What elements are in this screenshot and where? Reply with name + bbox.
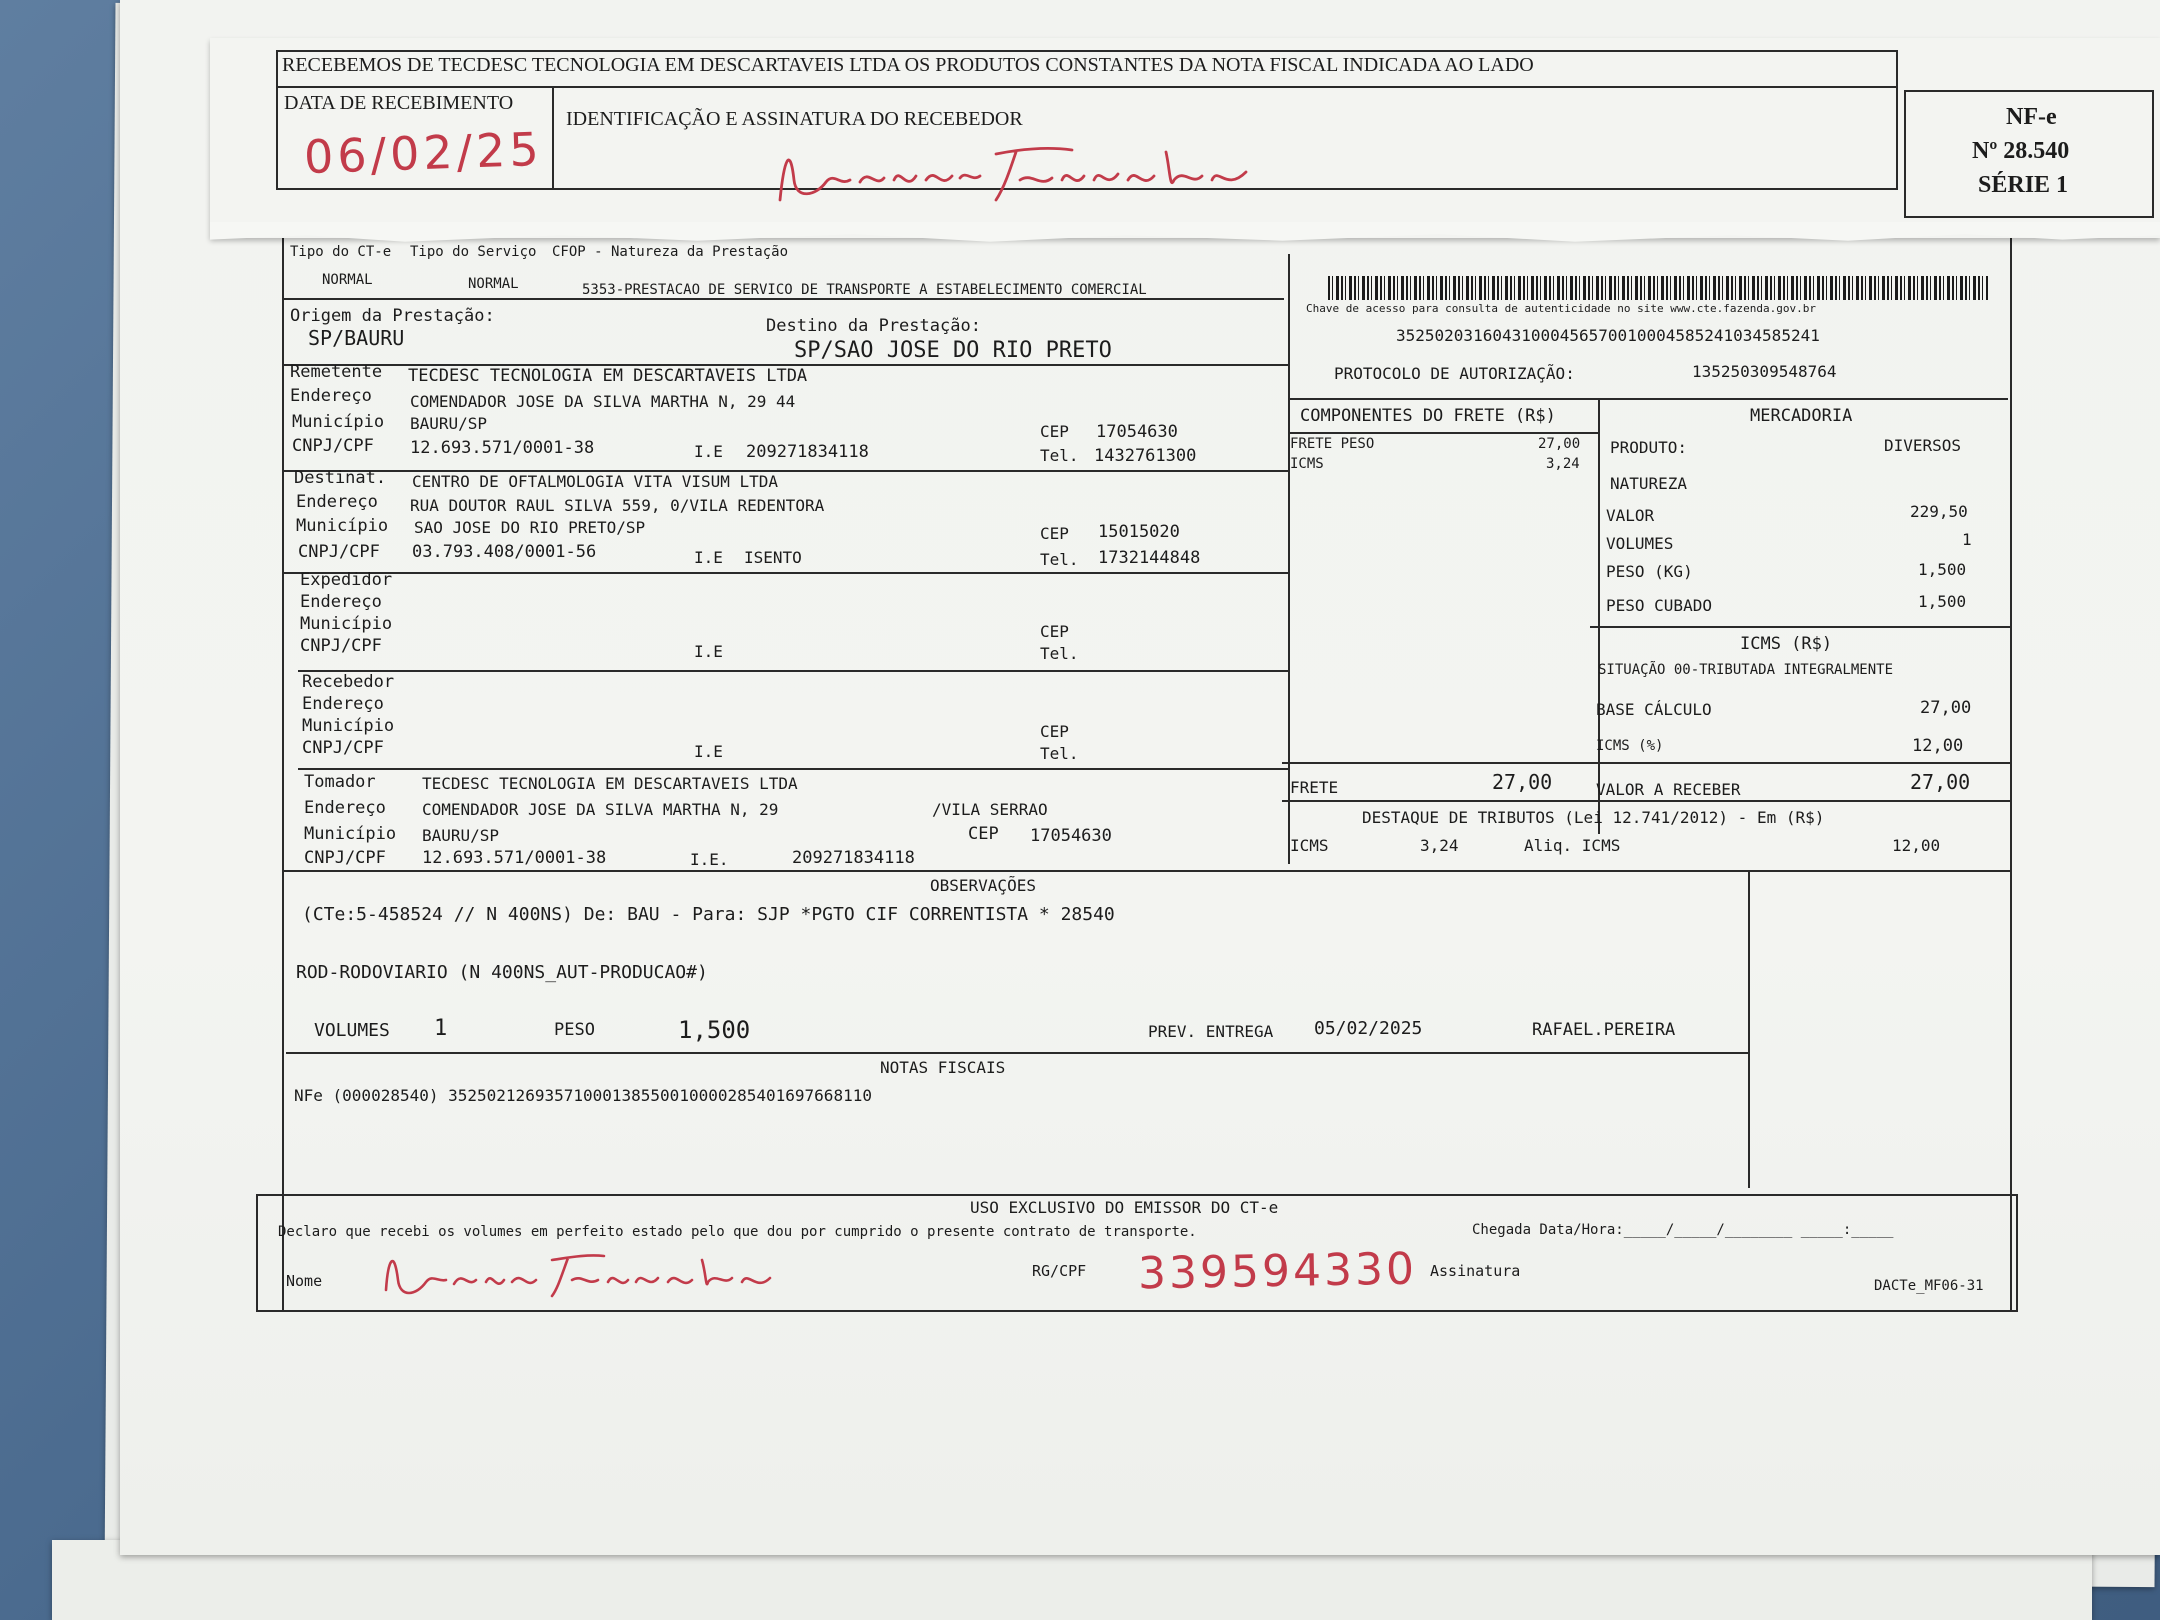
tomador-cnpj-label: CNPJ/CPF [304,848,386,868]
base-calculo-label: BASE CÁLCULO [1596,700,1712,719]
handwritten-date: 06/02/25 [303,121,544,185]
recebedor-municipio-label: Município [302,716,395,736]
peso-cubado-value: 1,500 [1918,592,1967,611]
ident-assinatura-label: IDENTIFICAÇÃO E ASSINATURA DO RECEBEDOR [566,108,1023,130]
cfop-value: 5353-PRESTACAO DE SERVICO DE TRANSPORTE A ESTABELECIMENTO COMERCIAL [582,282,1147,298]
handwritten-rg: 339594330 [1137,1243,1418,1300]
tributos-aliq-value: 12,00 [1892,836,1941,855]
divider [1598,400,1600,834]
tomador-bairro: /VILA SERRAO [932,800,1048,819]
prev-entrega-value: 05/02/2025 [1314,1018,1423,1039]
notas-title: NOTAS FISCAIS [880,1058,1006,1077]
nfe-serie: SÉRIE 1 [1978,172,2069,198]
divider [1282,762,2012,764]
volumes-value: 1 [1962,530,1972,549]
remetente-tel: 1432761300 [1094,446,1197,466]
remetente-label: Remetente [290,362,383,382]
tomador-endereco: COMENDADOR JOSE DA SILVA MARTHA N, 29 [422,800,779,819]
destinatario-municipio: SAO JOSE DO RIO PRETO/SP [414,518,646,537]
divider [1282,800,2012,802]
remetente-municipio-label: Município [292,412,385,432]
destinatario-endereco: RUA DOUTOR RAUL SILVA 559, 0/VILA REDENTORA [410,496,825,515]
destinatario-ie: ISENTO [744,548,802,567]
assinatura-label: Assinatura [1430,1262,1521,1280]
destinatario-label: Destinat. [294,468,387,488]
handwritten-name-signature [376,1240,796,1310]
destinatario-tel: 1732144848 [1098,548,1201,568]
icms-comp-label: ICMS [1290,456,1324,472]
frete-peso-label: FRETE PESO [1290,436,1375,452]
tipo-servico-label: Tipo do Serviço [410,244,537,260]
uso-title: USO EXCLUSIVO DO EMISSOR DO CT-e [970,1198,1279,1217]
expedidor-municipio-label: Município [300,614,393,634]
destinatario-ie-label: I.E [694,548,723,567]
expedidor-ie-label: I.E [694,642,723,661]
icms-aliq-value: 12,00 [1912,736,1964,756]
rg-cpf-label: RG/CPF [1032,1262,1087,1280]
destinatario-cep: 15015020 [1098,522,1180,542]
divider [1288,432,1598,434]
recebedor-cep-label: CEP [1040,722,1069,741]
tomador-ie-label: I.E. [690,850,729,869]
recebedor-endereco-label: Endereço [302,694,384,714]
barcode [1328,276,1988,300]
remetente-cnpj-label: CNPJ/CPF [292,436,374,456]
data-recebimento-label: DATA DE RECEBIMENTO [284,92,514,114]
tributos-icms-label: ICMS [1290,836,1329,855]
protocolo-value: 135250309548764 [1692,362,1837,381]
tipo-servico-value: NORMAL [468,276,519,292]
destinatario-cep-label: CEP [1040,524,1069,543]
divider [552,86,554,190]
nfe-number: Nº 28.540 [1972,138,2070,164]
origem-label: Origem da Prestação: [290,306,495,326]
destinatario-endereco-label: Endereço [296,492,378,512]
stub-recebemos: RECEBEMOS DE TECDESC TECNOLOGIA EM DESCARTAVEIS LTDA OS PRODUTOS CONSTANTES DA NOTA FISCAL INDICADA AO LADO [282,54,1534,76]
icms-comp-value: 3,24 [1546,456,1580,472]
peso-cubado-label: PESO CUBADO [1606,596,1712,615]
tomador-municipio-label: Município [304,824,397,844]
divider [1288,254,1290,864]
uso-declaro: Declaro que recebi os volumes em perfeito estado pelo que dou por cumprido o presente contrato de transporte. [278,1224,1197,1240]
obs-volumes-label: VOLUMES [314,1020,390,1041]
origem-value: SP/BAURU [308,326,405,350]
tributos-icms-value: 3,24 [1420,836,1459,855]
componentes-title: COMPONENTES DO FRETE (R$) [1300,406,1556,426]
remetente-cep: 17054630 [1096,422,1178,442]
handwritten-stub-signature [760,130,1260,214]
valor-receber-value: 27,00 [1910,770,1971,794]
destino-value: SP/SAO JOSE DO RIO PRETO [794,338,1112,363]
expedidor-label: Expedidor [300,570,393,590]
divider [284,870,2012,872]
base-calculo-value: 27,00 [1920,698,1972,718]
expedidor-cnpj-label: CNPJ/CPF [300,636,382,656]
obs-peso-label: PESO [554,1020,595,1040]
recebedor-label: Recebedor [302,672,395,692]
divider [284,572,1288,574]
destinatario-cnpj-label: CNPJ/CPF [298,542,380,562]
recebedor-tel-label: Tel. [1040,744,1079,763]
observacoes-title: OBSERVAÇÕES [930,876,1036,895]
tomador-ie: 209271834118 [792,848,915,868]
natureza-label: NATUREZA [1610,474,1688,493]
tomador-cep: 17054630 [1030,826,1112,846]
divider [1748,870,1750,1188]
expedidor-tel-label: Tel. [1040,644,1079,663]
destinatario-tel-label: Tel. [1040,550,1079,569]
prev-entrega-label: PREV. ENTREGA [1148,1022,1274,1041]
produto-value: DIVERSOS [1884,436,1962,455]
nome-label: Nome [286,1272,323,1290]
obs-volumes-value: 1 [434,1016,448,1041]
divider [298,768,1288,770]
divider [298,670,1288,672]
divider [1288,398,2008,400]
remetente-endereco-label: Endereço [290,386,372,406]
destinatario-nome: CENTRO DE OFTALMOLOGIA VITA VISUM LTDA [412,472,779,491]
tipo-cte-value: NORMAL [322,272,373,288]
valor-receber-label: VALOR A RECEBER [1596,780,1741,799]
tomador-cep-label: CEP [968,824,999,844]
remetente-cep-label: CEP [1040,422,1069,441]
obs-responsavel: RAFAEL.PEREIRA [1532,1020,1676,1040]
remetente-endereco: COMENDADOR JOSE DA SILVA MARTHA N, 29 44 [410,392,796,411]
frete-value: 27,00 [1492,770,1553,794]
icms-aliq-label: ICMS (%) [1596,738,1664,754]
remetente-nome: TECDESC TECNOLOGIA EM DESCARTAVEIS LTDA [408,366,808,386]
expedidor-endereco-label: Endereço [300,592,382,612]
peso-label: PESO (KG) [1606,562,1693,581]
observacoes-line1: (CTe:5-458524 // N 400NS) De: BAU - Para: SJP *PGTO CIF CORRENTISTA * 28540 [302,904,1115,925]
tomador-municipio: BAURU/SP [422,826,500,845]
divider [284,298,1284,300]
destinatario-municipio-label: Município [296,516,389,536]
remetente-cnpj: 12.693.571/0001-38 [410,438,595,458]
expedidor-cep-label: CEP [1040,622,1069,641]
tomador-label: Tomador [304,772,376,792]
chegada-data-hora: Chegada Data/Hora:_____/_____/________ _____:_____ [1472,1222,1894,1238]
obs-peso-value: 1,500 [678,1016,751,1044]
recebedor-cnpj-label: CNPJ/CPF [302,738,384,758]
recebedor-ie-label: I.E [694,742,723,761]
produto-label: PRODUTO: [1610,438,1688,457]
remetente-ie: 209271834118 [746,442,869,462]
notas-line: NFe (000028540) 35250212693571000138550010000285401697668110 [294,1086,872,1105]
frete-label: FRETE [1290,778,1339,797]
remetente-ie-label: I.E [694,442,723,461]
chave-label: Chave de acesso para consulta de autenticidade no site www.cte.fazenda.gov.br [1306,302,1816,315]
nfe-title: NF-e [2006,104,2057,130]
destino-label: Destino da Prestação: [766,316,981,336]
remetente-municipio: BAURU/SP [410,414,488,433]
frete-peso-value: 27,00 [1538,436,1581,452]
remetente-tel-label: Tel. [1040,446,1079,465]
form-code: DACTe_MF06-31 [1874,1278,1984,1294]
tomador-nome: TECDESC TECNOLOGIA EM DESCARTAVEIS LTDA [422,774,798,793]
protocolo-label: PROTOCOLO DE AUTORIZAÇÃO: [1334,364,1575,383]
mercadoria-title: MERCADORIA [1750,406,1853,426]
tributos-title: DESTAQUE DE TRIBUTOS (Lei 12.741/2012) - Em (R$) [1362,808,1825,827]
volumes-label: VOLUMES [1606,534,1674,553]
divider [286,1052,1748,1054]
tomador-endereco-label: Endereço [304,798,386,818]
tomador-cnpj: 12.693.571/0001-38 [422,848,607,868]
observacoes-line2: ROD-RODOVIARIO (N 400NS_AUT-PRODUCAO#) [296,962,708,983]
divider [1590,626,2010,628]
destinatario-cnpj: 03.793.408/0001-56 [412,542,597,562]
tributos-aliq-label: Aliq. ICMS [1524,836,1621,855]
chave-value: 35250203160431000456570010004585241034585241 [1396,326,1820,345]
cfop-label: CFOP - Natureza da Prestação [552,244,789,260]
tipo-cte-label: Tipo do CT-e [290,244,392,260]
peso-value: 1,500 [1918,560,1967,579]
divider [276,86,1898,88]
icms-situacao: SITUAÇÃO 00-TRIBUTADA INTEGRALMENTE [1598,662,1894,678]
valor-label: VALOR [1606,506,1655,525]
valor-value: 229,50 [1910,502,1968,521]
icms-title: ICMS (R$) [1740,634,1833,654]
